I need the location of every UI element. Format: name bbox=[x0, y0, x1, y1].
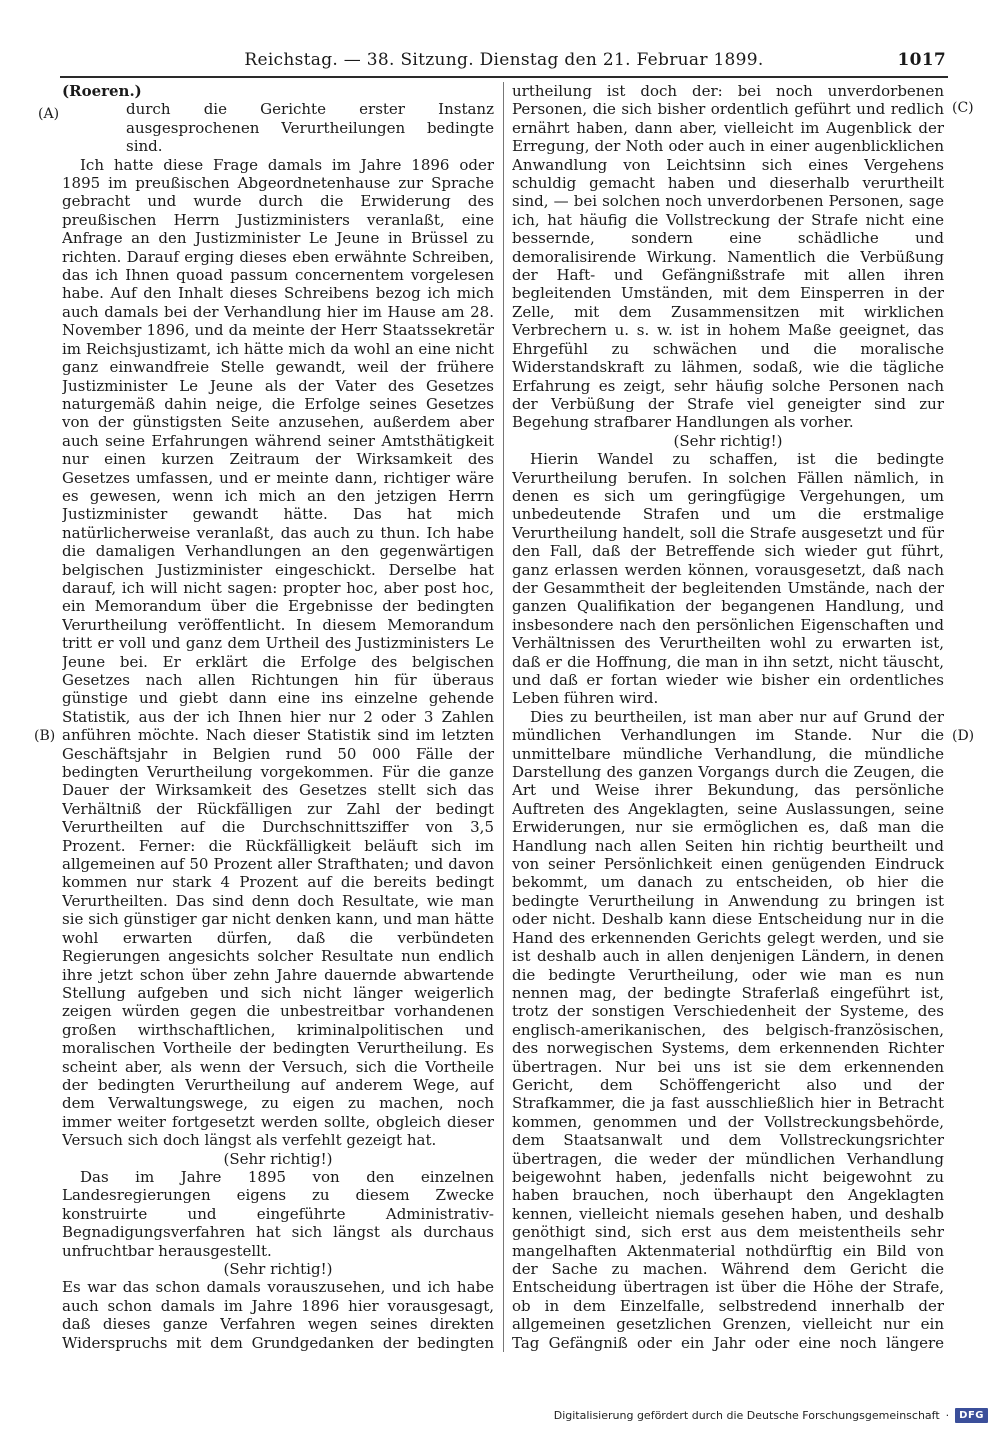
speaker-name: (Roeren.) bbox=[62, 82, 142, 100]
paragraph: Dies zu beurtheilen, ist man aber nur auf Grund der mündlichen Verhandlungen im Stande. Nur die unmittelbare mündliche Verhandlung, die mündliche Darstellung des ganzen Vorgangs durch die Zeugen, die Art und Weise ihrer Bekundung, das persönliche Auftreten des Angeklagten, seine Auslassungen, seine Erwiderungen, nur sie ermöglichen es, daß man die Handlung nach allen Seiten hin richtig beurtheilt und von seiner Persönlichkeit einen genügenden Eindruck bekommt, um danach zu entscheiden, ob hier die bedingte Verurtheilung in Anwendung zu bringen ist oder nicht. Deshalb kann diese Entscheidung nur in die Hand des erkennenden Gerichts gelegt werden, und sie ist deshalb auch in allen denjenigen Ländern, in denen die bedingte Verurtheilung, oder wie man es nun nennen mag, der bedingte Straferlaß eingeführt ist, trotz der sonstigen Verschiedenheit der Systeme, des englisch-amerikanischen, des belgisch-französischen, des norwegischen Systems, dem erkennenden Richter übertragen. Nur bei uns ist sie dem erkennenden Gericht, dem Schöffengericht also und der Strafkammer, die ja fast ausschließlich hier in Betracht kommen, genommen und der Vollstreckungsbehörde, dem Staatsanwalt und dem Vollstreckungsrichter übertragen, die weder der mündlichen Verhandlung beigewohnt haben, jedenfalls nicht beigewohnt zu haben brauchen, noch überhaupt den Angeklagten kennen, vielleicht niemals gesehen haben, und deshalb genöthigt sind, sich erst aus dem meistentheils sehr mangelhaften Aktenmaterial nothdürftig ein Bild von der Sache zu machen. Während dem Gericht die Entscheidung übertragen ist über die Höhe der Strafe, ob in dem Einzelfalle, selbstredend innerhalb der allgemeinen gesetzlichen Grenzen, vielleicht nur ein Tag Gefängniß oder ein Jahr oder eine noch längere bbox=[512, 707, 944, 1352]
dfg-logo-icon: DFG bbox=[955, 1408, 988, 1423]
page-header bbox=[62, 48, 946, 76]
interjection: (Sehr richtig!) bbox=[673, 431, 783, 450]
margin-mark-b: (B) bbox=[34, 728, 56, 744]
column-divider bbox=[503, 82, 504, 1352]
paragraph: durch die Gerichte erster Instanz ausgesprochenen Verurtheilungen bedingte sind. bbox=[126, 100, 494, 156]
paragraph: Das im Jahre 1895 von den einzelnen Landesregierungen eigens zu diesem Zwecke konstruirte und eingeführte Administrativ-Begnadigungsverfahren hat sich längst als durchaus unfruchtbar herausgestellt. bbox=[62, 1167, 494, 1260]
paragraph: Ich hatte diese Frage damals im Jahre 1896 oder 1895 im preußischen Abgeordnetenhause zur Sprache gebracht und wurde durch die Erwiderung des preußischen Herrn Justizministers veranlaßt, eine Anfrage an den Justizminister Le Jeune in Brüssel zu richten. Darauf erging dieses eben erwähnte Schreiben, das ich Ihnen quoad passum concernentem vorgelesen habe. Auf den Inhalt dieses Schreibens bezog ich mich auch damals bei der Verhandlung hier im Hause am 28. November 1896, und da meinte der Herr Staatssekretär im Reichsjustizamt, ich hätte mich da wohl an eine nicht ganz einwandfreie Stelle gewandt, weil der frühere Justizminister Le Jeune als der Vater des Gesetzes naturgemäß dahin neige, die Erfolge seines Gesetzes von der günstigsten Seite anzusehen, außerdem aber auch seine Erfahrungen während seiner Amtsthätigkeit nur einen kurzen Zeitraum der Wirksamkeit des Gesetzes umfassen, und er meinte dann, richtiger wäre es gewesen, wenn ich mich an den jetzigen Herrn Justizminister gewandt hätte. Das hat mich natürlicherweise veranlaßt, das auch zu thun. Ich habe die damaligen Verhandlungen an den gegenwärtigen belgischen Justizminister eingeschickt. Derselbe hat darauf, ich will nicht sagen: propter hoc, aber post hoc, ein Memorandum über die Ergebnisse der bedingten Verurtheilung veröffentlicht. In diesem Memorandum tritt er voll und ganz dem Urtheil des Justizministers Le Jeune bei. Er erklärt die Erfolge des belgischen Gesetzes nach allen Richtungen hin für überaus günstige und giebt dann eine ins einzelne gehende Statistik, aus der ich Ihnen hier nur 2 oder 3 Zahlen anführen möchte. Nach dieser Statistik sind im letzten Geschäftsjahr in Belgien rund 50 000 Fälle der bedingten Verurtheilung vorgekommen. Für die ganze Dauer der Wirksamkeit des Gesetzes stellt sich das Verhältniß der Rückfälligen zur Zahl der bedingt Verurtheilten auf die Durchschnittsziffer von 3,5 Prozent. Ferner: die Rückfälligkeit beläuft sich im allgemeinen auf 50 Prozent aller Strafthaten; und davon kommen nur stark 4 Prozent auf die bereits bedingt Verurtheilten. Das sind denn doch Resultate, wie man sie sich günstiger gar nicht denken kann, und man hätte wohl erwarten dürfen, daß die verbündeten Regierungen angesichts solcher Resultate nun endlich ihre jetzt schon über zehn Jahre dauernde abwartende Stellung aufgeben und sich nicht länger weigerlich zeigen würden gegen die unbestreitbar vorhandenen großen wirthschaftlichen, kriminalpolitischen und moralischen Vortheile der bedingten Verurtheilung. Es scheint aber, als wenn der Versuch, sich die Vortheile der bedingten Verurtheilung auf anderem Wege, auf dem Verwaltungswege, zu eigen zu machen, noch immer weiter fortgesetzt werden sollte, obgleich dieser Versuch sich doch längst als verfehlt gezeigt hat. bbox=[62, 155, 494, 1150]
paragraph: Es war das schon damals vorauszusehen, und ich habe auch schon damals im Jahre 1896 hier vorausgesagt, daß dieses ganze Verfahren wegen seines direkten Widerspruchs mit dem Grundgedanken der bedingten bbox=[62, 1278, 494, 1352]
paragraph: urtheilung ist doch der: bei noch unverdorbenen Personen, die sich bisher ordentlich geführt und redlich ernährt haben, dann aber, vielleicht im Augenblick der Erregung, der Noth oder auch in einer augenblicklichen Anwandlung von Leichtsinn sich eines Vergehens schuldig gemacht haben und dieserhalb verurtheilt sind, — bei solchen noch unverdorbenen Personen, sage ich, hat häufig die Vollstreckung der Strafe nicht eine bessernde, sondern eine schädliche und demoralisirende Wirkung. Namentlich die Verbüßung der Haft- und Gefängnißstrafe mit allen ihren begleitenden Umständen, mit dem Einsperren in der Zelle, mit dem Zusammensitzen mit wirklichen Verbrechern u. s. w. ist in hohem Maße geeignet, das Ehrgefühl zu schwächen und die moralische Widerstandskraft zu lähmen, sodaß, wie die tägliche Erfahrung es zeigt, sehr häufig solche Personen nach der Verbüßung der Strafe viel geneigter sind zur Begehung strafbarer Handlungen als vorher. bbox=[512, 82, 944, 432]
page-footer: Digitalisierung gefördert durch die Deutsche Forschungsgemeinschaft · DFG bbox=[554, 1406, 988, 1424]
margin-mark-a: (A) bbox=[38, 106, 60, 122]
left-column bbox=[62, 82, 494, 1352]
header-title: Reichstag. — 38. Sitzung. Dienstag den 21. Februar 1899. bbox=[244, 50, 764, 70]
digitization-credit: Digitalisierung gefördert durch die Deutsche Forschungsgemeinschaft bbox=[553, 1408, 940, 1422]
interjection: (Sehr richtig!) bbox=[223, 1260, 333, 1278]
margin-mark-d: (D) bbox=[952, 728, 975, 744]
margin-mark-c: (C) bbox=[952, 100, 974, 116]
right-column bbox=[512, 82, 944, 1352]
interjection: (Sehr richtig!) bbox=[223, 1149, 333, 1168]
paragraph: Hierin Wandel zu schaffen, ist die bedingte Verurtheilung berufen. In solchen Fällen nämlich, in denen es sich um geringfügige Vergehungen, um unbedeutende Strafen und um die erstmalige Verurtheilung handelt, soll die Strafe ausgesetzt und für den Fall, daß der Betreffende sich wieder gut führt, ganz erlassen werden können, vorausgesetzt, daß nach der Gesammtheit der begleitenden Umstände, nach der ganzen Qualifikation der begangenen Handlung, und insbesondere nach den persönlichen Eigenschaften und Verhältnissen des Verurtheilten wohl zu erwarten ist, daß er die Hoffnung, die man in ihn setzt, nicht täuscht, und daß er fortan wieder wie bisher ein ordentliches Leben führen wird. bbox=[512, 450, 944, 708]
header-rule bbox=[60, 76, 948, 78]
page-number: 1017 bbox=[897, 50, 946, 70]
